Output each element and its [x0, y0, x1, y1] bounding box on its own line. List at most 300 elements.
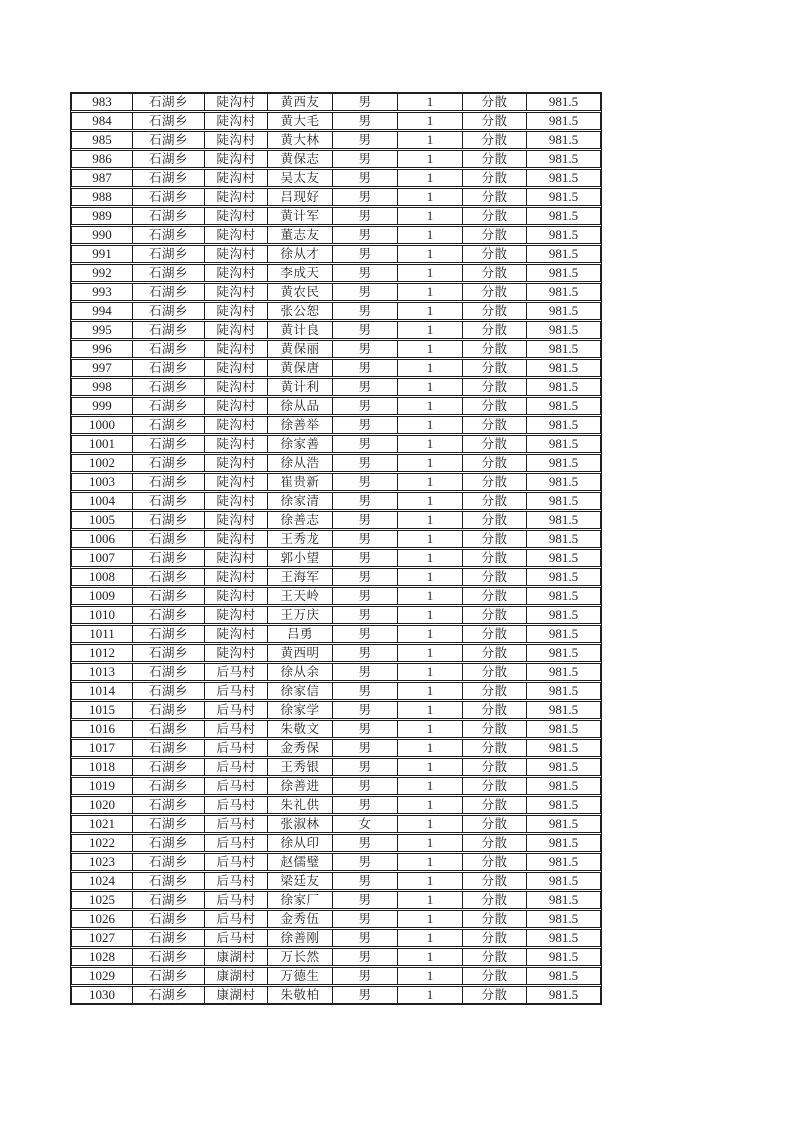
table-cell: 分散 [463, 379, 527, 395]
table-cell: 石湖乡 [133, 474, 205, 490]
table-cell: 981.5 [548, 151, 579, 166]
table-cell: 1012 [72, 645, 133, 661]
table-cell: 男 [333, 436, 398, 452]
table-cell: 1029 [72, 968, 133, 984]
table-cell: 后马村 [205, 892, 268, 908]
table-cell: 徐从才 [268, 246, 333, 262]
table-cell: 男 [333, 94, 398, 110]
table-cell: 石湖乡 [133, 588, 205, 604]
table-cell: 石湖乡 [133, 607, 205, 623]
table-cell: 981.5 [548, 854, 579, 869]
table-cell: 989 [72, 208, 133, 224]
table-cell: 1 [398, 816, 463, 832]
table-cell: 981.5 [548, 170, 579, 185]
table-cell: 石湖乡 [133, 398, 205, 414]
table-cell: 石湖乡 [133, 265, 205, 281]
table-cell: 石湖乡 [133, 493, 205, 509]
table-cell: 981.5 [548, 512, 579, 527]
table-cell: 981.5 [548, 398, 579, 413]
table-cell: 后马村 [205, 740, 268, 756]
table-cell: 1 [398, 474, 463, 490]
table-cell: 981.5 [548, 132, 579, 147]
table-cell: 后马村 [205, 702, 268, 718]
table-row [71, 93, 601, 111]
table-cell: 后马村 [205, 911, 268, 927]
table-cell: 男 [333, 322, 398, 338]
table-cell: 黄计良 [268, 322, 333, 338]
table-cell: 后马村 [205, 797, 268, 813]
table-cell: 石湖乡 [133, 341, 205, 357]
table-cell: 分散 [463, 436, 527, 452]
table-cell: 黄保志 [268, 151, 333, 167]
table-cell: 石湖乡 [133, 930, 205, 946]
table-cell: 后马村 [205, 930, 268, 946]
table-cell: 金秀保 [268, 740, 333, 756]
table-cell: 后马村 [205, 854, 268, 870]
table-cell: 黄计军 [268, 208, 333, 224]
table-cell: 陡沟村 [205, 607, 268, 623]
table-cell: 1005 [72, 512, 133, 528]
table-row [71, 492, 601, 510]
table-cell: 1018 [72, 759, 133, 775]
table-row [71, 948, 601, 966]
table-cell: 石湖乡 [133, 664, 205, 680]
table-cell: 后马村 [205, 759, 268, 775]
table-row [71, 625, 601, 643]
table-cell: 分散 [463, 398, 527, 414]
table-cell: 男 [333, 854, 398, 870]
table-cell: 后马村 [205, 664, 268, 680]
table-cell: 男 [333, 759, 398, 775]
table-cell: 陡沟村 [205, 284, 268, 300]
table-cell: 陡沟村 [205, 588, 268, 604]
table-cell: 1003 [72, 474, 133, 490]
table-cell: 徐家学 [268, 702, 333, 718]
table-cell: 分散 [463, 265, 527, 281]
table-cell: 988 [72, 189, 133, 205]
table-cell: 1 [398, 151, 463, 167]
table-cell: 1026 [72, 911, 133, 927]
table-cell: 男 [333, 930, 398, 946]
table-cell: 分散 [463, 626, 527, 642]
table-cell: 1030 [72, 987, 133, 1003]
table-cell: 徐从浩 [268, 455, 333, 471]
table-cell: 1 [398, 113, 463, 129]
table-cell: 男 [333, 588, 398, 604]
table-cell: 1 [398, 322, 463, 338]
table-cell: 陡沟村 [205, 645, 268, 661]
table-cell: 男 [333, 455, 398, 471]
table-row [71, 815, 601, 833]
table-cell: 1 [398, 493, 463, 509]
table-cell: 981.5 [548, 778, 579, 793]
table-cell: 分散 [463, 360, 527, 376]
table-cell: 分散 [463, 930, 527, 946]
table-row [71, 302, 601, 320]
table-row [71, 758, 601, 776]
table-cell: 1014 [72, 683, 133, 699]
table-cell: 1017 [72, 740, 133, 756]
table-cell: 1008 [72, 569, 133, 585]
table-row [71, 587, 601, 605]
table-cell: 981.5 [548, 987, 579, 1002]
table-cell: 金秀伍 [268, 911, 333, 927]
table-cell: 1 [398, 569, 463, 585]
table-cell: 男 [333, 474, 398, 490]
table-cell: 陡沟村 [205, 436, 268, 452]
table-cell: 男 [333, 113, 398, 129]
table-cell: 1 [398, 702, 463, 718]
table-cell: 陡沟村 [205, 132, 268, 148]
table-cell: 万德生 [268, 968, 333, 984]
table-cell: 1 [398, 778, 463, 794]
table-cell: 男 [333, 379, 398, 395]
table-cell: 1 [398, 797, 463, 813]
table-cell: 1028 [72, 949, 133, 965]
table-cell: 983 [72, 94, 133, 110]
table-row [71, 454, 601, 472]
record-table [70, 92, 602, 1005]
table-cell: 分散 [463, 227, 527, 243]
table-cell: 981.5 [548, 949, 579, 964]
table-cell: 陡沟村 [205, 360, 268, 376]
table-cell: 981.5 [548, 436, 579, 451]
table-cell: 分散 [463, 664, 527, 680]
table-cell: 分散 [463, 208, 527, 224]
table-cell: 994 [72, 303, 133, 319]
table-cell: 石湖乡 [133, 113, 205, 129]
table-cell: 黄西明 [268, 645, 333, 661]
table-cell: 石湖乡 [133, 702, 205, 718]
table-cell: 后马村 [205, 721, 268, 737]
table-cell: 石湖乡 [133, 873, 205, 889]
table-cell: 徐家信 [268, 683, 333, 699]
table-cell: 1021 [72, 816, 133, 832]
table-cell: 1 [398, 455, 463, 471]
table-cell: 徐善刚 [268, 930, 333, 946]
table-cell: 1 [398, 341, 463, 357]
table-row [71, 340, 601, 358]
table-cell: 996 [72, 341, 133, 357]
table-row [71, 245, 601, 263]
table-cell: 朱敬柏 [268, 987, 333, 1003]
table-row [71, 986, 601, 1004]
table-cell: 黄西友 [268, 94, 333, 110]
table-cell: 陡沟村 [205, 626, 268, 642]
table-cell: 后马村 [205, 778, 268, 794]
table-cell: 朱敬文 [268, 721, 333, 737]
table-cell: 陡沟村 [205, 550, 268, 566]
table-cell: 981.5 [548, 531, 579, 546]
table-cell: 王天岭 [268, 588, 333, 604]
table-cell: 石湖乡 [133, 246, 205, 262]
table-cell: 男 [333, 797, 398, 813]
table-cell: 陡沟村 [205, 246, 268, 262]
table-cell: 石湖乡 [133, 208, 205, 224]
table-cell: 男 [333, 550, 398, 566]
table-cell: 981.5 [548, 455, 579, 470]
table-cell: 分散 [463, 455, 527, 471]
table-cell: 石湖乡 [133, 645, 205, 661]
table-cell: 男 [333, 607, 398, 623]
table-cell: 石湖乡 [133, 987, 205, 1003]
table-cell: 981.5 [548, 892, 579, 907]
table-cell: 陡沟村 [205, 113, 268, 129]
table-cell: 分散 [463, 94, 527, 110]
table-cell: 男 [333, 531, 398, 547]
table-row [71, 226, 601, 244]
table-cell: 陡沟村 [205, 322, 268, 338]
table-row [71, 967, 601, 985]
table-cell: 981.5 [548, 474, 579, 489]
table-cell: 徐从余 [268, 664, 333, 680]
table-cell: 陡沟村 [205, 512, 268, 528]
table-cell: 王秀银 [268, 759, 333, 775]
table-cell: 981.5 [548, 702, 579, 717]
table-cell: 男 [333, 227, 398, 243]
table-cell: 男 [333, 493, 398, 509]
table-cell: 男 [333, 170, 398, 186]
table-cell: 男 [333, 512, 398, 528]
table-cell: 石湖乡 [133, 569, 205, 585]
table-cell: 1 [398, 759, 463, 775]
table-row [71, 473, 601, 491]
table-cell: 陡沟村 [205, 94, 268, 110]
table-cell: 1 [398, 94, 463, 110]
table-cell: 分散 [463, 911, 527, 927]
table-cell: 黄农民 [268, 284, 333, 300]
table-cell: 石湖乡 [133, 436, 205, 452]
table-cell: 梁廷友 [268, 873, 333, 889]
table-row [71, 720, 601, 738]
table-row [71, 283, 601, 301]
table-row [71, 511, 601, 529]
table-cell: 981.5 [548, 569, 579, 584]
table-cell: 981.5 [548, 759, 579, 774]
table-cell: 徐善举 [268, 417, 333, 433]
table-cell: 997 [72, 360, 133, 376]
table-cell: 男 [333, 151, 398, 167]
table-cell: 1023 [72, 854, 133, 870]
table-cell: 吕现好 [268, 189, 333, 205]
table-row [71, 549, 601, 567]
table-cell: 981.5 [548, 968, 579, 983]
table-row [71, 929, 601, 947]
table-cell: 陡沟村 [205, 227, 268, 243]
table-cell: 1 [398, 360, 463, 376]
table-cell: 赵儒璧 [268, 854, 333, 870]
table-cell: 981.5 [548, 607, 579, 622]
table-cell: 陡沟村 [205, 170, 268, 186]
table-cell: 分散 [463, 550, 527, 566]
table-cell: 1 [398, 911, 463, 927]
table-cell: 981.5 [548, 911, 579, 926]
table-cell: 981.5 [548, 683, 579, 698]
table-cell: 981.5 [548, 94, 579, 109]
table-cell: 1 [398, 664, 463, 680]
table-cell: 石湖乡 [133, 379, 205, 395]
table-cell: 男 [333, 873, 398, 889]
table-cell: 康湖村 [205, 987, 268, 1003]
table-cell: 石湖乡 [133, 417, 205, 433]
table-cell: 1009 [72, 588, 133, 604]
table-cell: 981.5 [548, 208, 579, 223]
table-row [71, 853, 601, 871]
table-cell: 981.5 [548, 284, 579, 299]
table-cell: 陡沟村 [205, 531, 268, 547]
table-cell: 石湖乡 [133, 892, 205, 908]
table-cell: 981.5 [548, 227, 579, 242]
table-row [71, 397, 601, 415]
table-row [71, 131, 601, 149]
table-cell: 1011 [72, 626, 133, 642]
table-row [71, 682, 601, 700]
table-cell: 1019 [72, 778, 133, 794]
table-cell: 1 [398, 645, 463, 661]
table-cell: 分散 [463, 740, 527, 756]
table-cell: 石湖乡 [133, 721, 205, 737]
table-cell: 1000 [72, 417, 133, 433]
table-cell: 男 [333, 569, 398, 585]
table-cell: 石湖乡 [133, 227, 205, 243]
table-cell: 徐家厂 [268, 892, 333, 908]
table-cell: 男 [333, 417, 398, 433]
table-row [71, 435, 601, 453]
table-row [71, 359, 601, 377]
table-cell: 1016 [72, 721, 133, 737]
table-cell: 陡沟村 [205, 151, 268, 167]
table-cell: 1 [398, 531, 463, 547]
table-cell: 石湖乡 [133, 778, 205, 794]
table-cell: 1027 [72, 930, 133, 946]
table-cell: 1 [398, 303, 463, 319]
table-cell: 1 [398, 208, 463, 224]
table-cell: 981.5 [548, 303, 579, 318]
table-cell: 981.5 [548, 645, 579, 660]
table-cell: 1024 [72, 873, 133, 889]
table-cell: 石湖乡 [133, 512, 205, 528]
table-cell: 985 [72, 132, 133, 148]
table-cell: 石湖乡 [133, 455, 205, 471]
table-cell: 分散 [463, 835, 527, 851]
table-cell: 1 [398, 227, 463, 243]
table-cell: 1 [398, 930, 463, 946]
table-cell: 分散 [463, 474, 527, 490]
table-cell: 朱礼供 [268, 797, 333, 813]
table-row [71, 701, 601, 719]
table-cell: 男 [333, 398, 398, 414]
table-cell: 后马村 [205, 816, 268, 832]
table-cell: 1 [398, 189, 463, 205]
table-cell: 981.5 [548, 740, 579, 755]
table-cell: 1 [398, 550, 463, 566]
table-cell: 998 [72, 379, 133, 395]
table-cell: 986 [72, 151, 133, 167]
table-cell: 石湖乡 [133, 94, 205, 110]
table-cell: 石湖乡 [133, 303, 205, 319]
table-cell: 男 [333, 303, 398, 319]
table-cell: 分散 [463, 873, 527, 889]
table-cell: 984 [72, 113, 133, 129]
table-cell: 1 [398, 987, 463, 1003]
table-cell: 1 [398, 854, 463, 870]
table-cell: 1 [398, 683, 463, 699]
table-cell: 分散 [463, 113, 527, 129]
table-cell: 黄大林 [268, 132, 333, 148]
table-cell: 999 [72, 398, 133, 414]
table-cell: 陡沟村 [205, 493, 268, 509]
table-cell: 1 [398, 132, 463, 148]
table-cell: 1 [398, 512, 463, 528]
table-cell: 981.5 [548, 816, 579, 831]
table-row [71, 207, 601, 225]
table-cell: 981.5 [548, 341, 579, 356]
table-cell: 陡沟村 [205, 398, 268, 414]
table-cell: 石湖乡 [133, 968, 205, 984]
table-cell: 分散 [463, 968, 527, 984]
table-row [71, 416, 601, 434]
table-cell: 男 [333, 949, 398, 965]
table-cell: 吴太友 [268, 170, 333, 186]
table-cell: 黄计利 [268, 379, 333, 395]
table-cell: 男 [333, 892, 398, 908]
table-row [71, 112, 601, 130]
table-cell: 993 [72, 284, 133, 300]
table-cell: 石湖乡 [133, 151, 205, 167]
table-row [71, 663, 601, 681]
table-cell: 陡沟村 [205, 474, 268, 490]
table-cell: 黄大毛 [268, 113, 333, 129]
table-cell: 1015 [72, 702, 133, 718]
table-cell: 石湖乡 [133, 189, 205, 205]
table-cell: 陡沟村 [205, 303, 268, 319]
table-cell: 徐从印 [268, 835, 333, 851]
table-cell: 981.5 [548, 417, 579, 432]
table-cell: 男 [333, 664, 398, 680]
table-cell: 石湖乡 [133, 132, 205, 148]
table-cell: 1 [398, 246, 463, 262]
table-row [71, 378, 601, 396]
table-cell: 分散 [463, 797, 527, 813]
table-cell: 徐家善 [268, 436, 333, 452]
table-row [71, 644, 601, 662]
table-cell: 男 [333, 645, 398, 661]
table-row [71, 530, 601, 548]
table-row [71, 891, 601, 909]
table-cell: 1010 [72, 607, 133, 623]
table-cell: 分散 [463, 778, 527, 794]
table-cell: 石湖乡 [133, 531, 205, 547]
table-row [71, 739, 601, 757]
table-cell: 分散 [463, 949, 527, 965]
table-cell: 陡沟村 [205, 417, 268, 433]
table-cell: 后马村 [205, 835, 268, 851]
table-cell: 981.5 [548, 721, 579, 736]
table-cell: 1022 [72, 835, 133, 851]
table-cell: 郭小望 [268, 550, 333, 566]
table-cell: 石湖乡 [133, 911, 205, 927]
table-cell: 981.5 [548, 113, 579, 128]
table-cell: 男 [333, 208, 398, 224]
table-cell: 石湖乡 [133, 854, 205, 870]
table-cell: 1001 [72, 436, 133, 452]
table-cell: 1002 [72, 455, 133, 471]
table-row [71, 910, 601, 928]
table-cell: 981.5 [548, 246, 579, 261]
table-cell: 分散 [463, 645, 527, 661]
table-cell: 石湖乡 [133, 759, 205, 775]
table-cell: 分散 [463, 759, 527, 775]
